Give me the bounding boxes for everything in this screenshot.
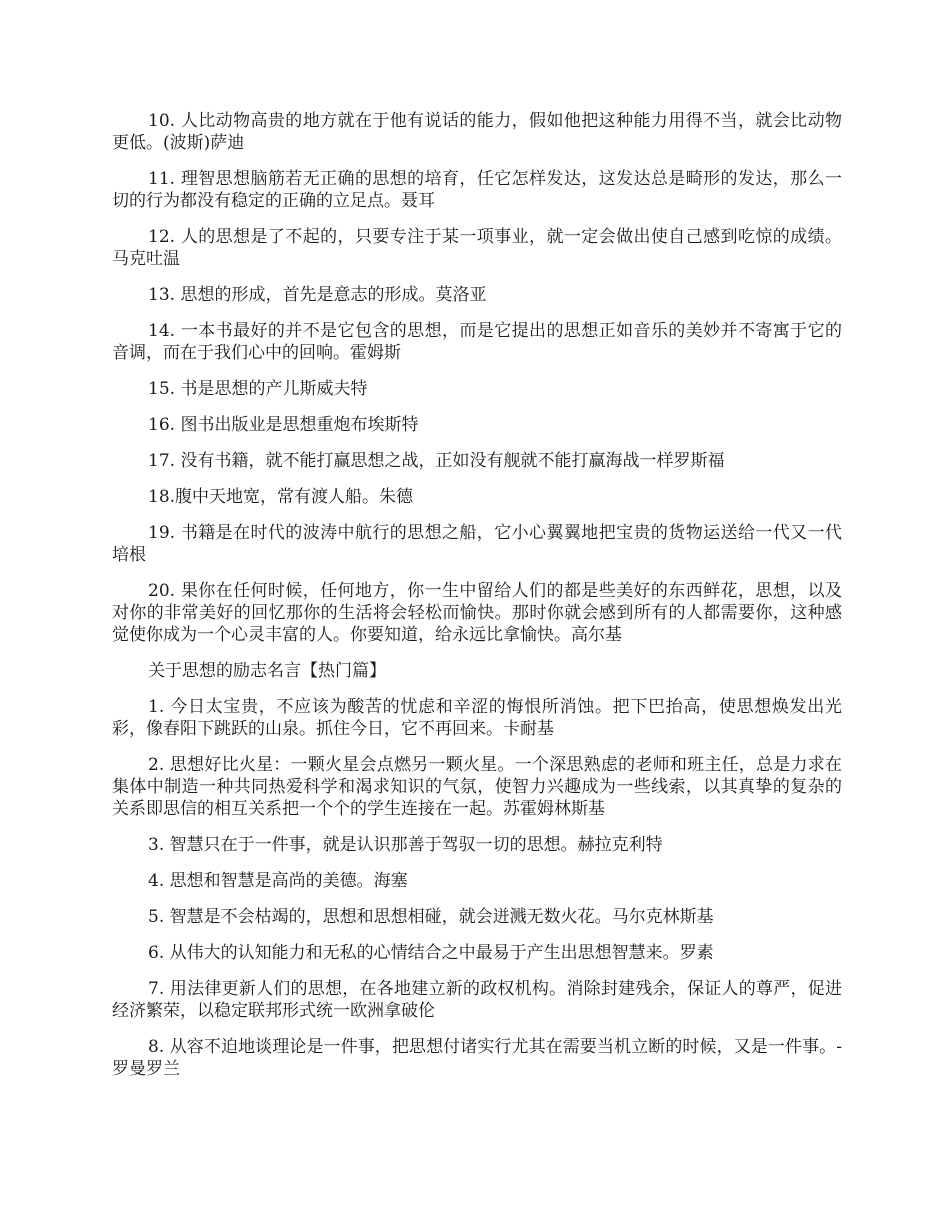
quote-paragraph: 15. 书是思想的产儿斯威夫特 [148, 379, 368, 399]
quote-paragraph: 19. 书籍是在时代的波涛中航行的思想之船，它小心翼翼地把宝贵的货物运送给一代又一代培根 [112, 523, 842, 565]
quote-paragraph: 20. 果你在任何时候，任何地方，你一生中留给人们的都是些美好的东西鲜花，思想，以及对你的非常美好的回忆那你的生活将会轻松而愉快。那时你就会感到所有的人都需要你，这种感觉使你成为一个心灵丰富的人。你要知道，给永远比拿愉快。高尔基 [112, 581, 842, 645]
quote-paragraph: 16. 图书出版业是思想重炮布埃斯特 [148, 415, 419, 435]
quote-paragraph: 1. 今日太宝贵，不应该为酸苦的忧虑和辛涩的悔恨所消蚀。把下巴抬高，使思想焕发出光彩，像春阳下跳跃的山泉。抓住今日，它不再回来。卡耐基 [112, 697, 842, 739]
quote-paragraph: 3. 智慧只在于一件事，就是认识那善于驾驭一切的思想。赫拉克利特 [148, 835, 663, 855]
quote-paragraph: 12. 人的思想是了不起的，只要专注于某一项事业，就一定会做出使自己感到吃惊的成绩。马克吐温 [112, 227, 842, 269]
quote-paragraph: 4. 思想和智慧是高尚的美德。海塞 [148, 871, 408, 891]
quote-paragraph: 2. 思想好比火星：一颗火星会点燃另一颗火星。一个深思熟虑的老师和班主任，总是力求在集体中制造一种共同热爱科学和渴求知识的气氛，使智力兴趣成为一些线索，以其真挚的复杂的关系即思信的相互关系把一个个的学生连接在一起。苏霍姆林斯基 [112, 755, 842, 819]
quote-paragraph: 8. 从容不迫地谈理论是一件事，把思想付诸实行尤其在需要当机立断的时候，又是一件事。-罗曼罗兰 [112, 1037, 842, 1079]
quote-paragraph: 11. 理智思想脑筋若无正确的思想的培育，任它怎样发达，这发达总是畸形的发达，那么一切的行为都没有稳定的正确的立足点。聂耳 [112, 169, 842, 211]
quote-paragraph: 5. 智慧是不会枯竭的，思想和思想相碰，就会迸溅无数火花。马尔克林斯基 [148, 907, 714, 927]
quote-paragraph: 18.腹中天地宽，常有渡人船。朱德 [148, 487, 414, 507]
quote-paragraph: 7. 用法律更新人们的思想，在各地建立新的政权机构。消除封建残余，保证人的尊严，促进经济繁荣，以稳定联邦形式统一欧洲拿破伦 [112, 979, 842, 1021]
quote-paragraph: 6. 从伟大的认知能力和无私的心情结合之中最易于产生出思想智慧来。罗素 [148, 943, 714, 963]
quote-paragraph: 17. 没有书籍，就不能打赢思想之战，正如没有舰就不能打赢海战一样罗斯福 [148, 451, 725, 471]
quote-paragraph: 13. 思想的形成，首先是意志的形成。莫洛亚 [148, 285, 487, 305]
quote-paragraph: 14. 一本书最好的并不是它包含的思想，而是它提出的思想正如音乐的美妙并不寄寓于它的音调，而在于我们心中的回响。霍姆斯 [112, 321, 842, 363]
section-heading: 关于思想的励志名言【热门篇】 [148, 661, 386, 681]
quote-paragraph: 10. 人比动物高贵的地方就在于他有说话的能力，假如他把这种能力用得不当，就会比动物更低。(波斯)萨迪 [112, 111, 842, 153]
